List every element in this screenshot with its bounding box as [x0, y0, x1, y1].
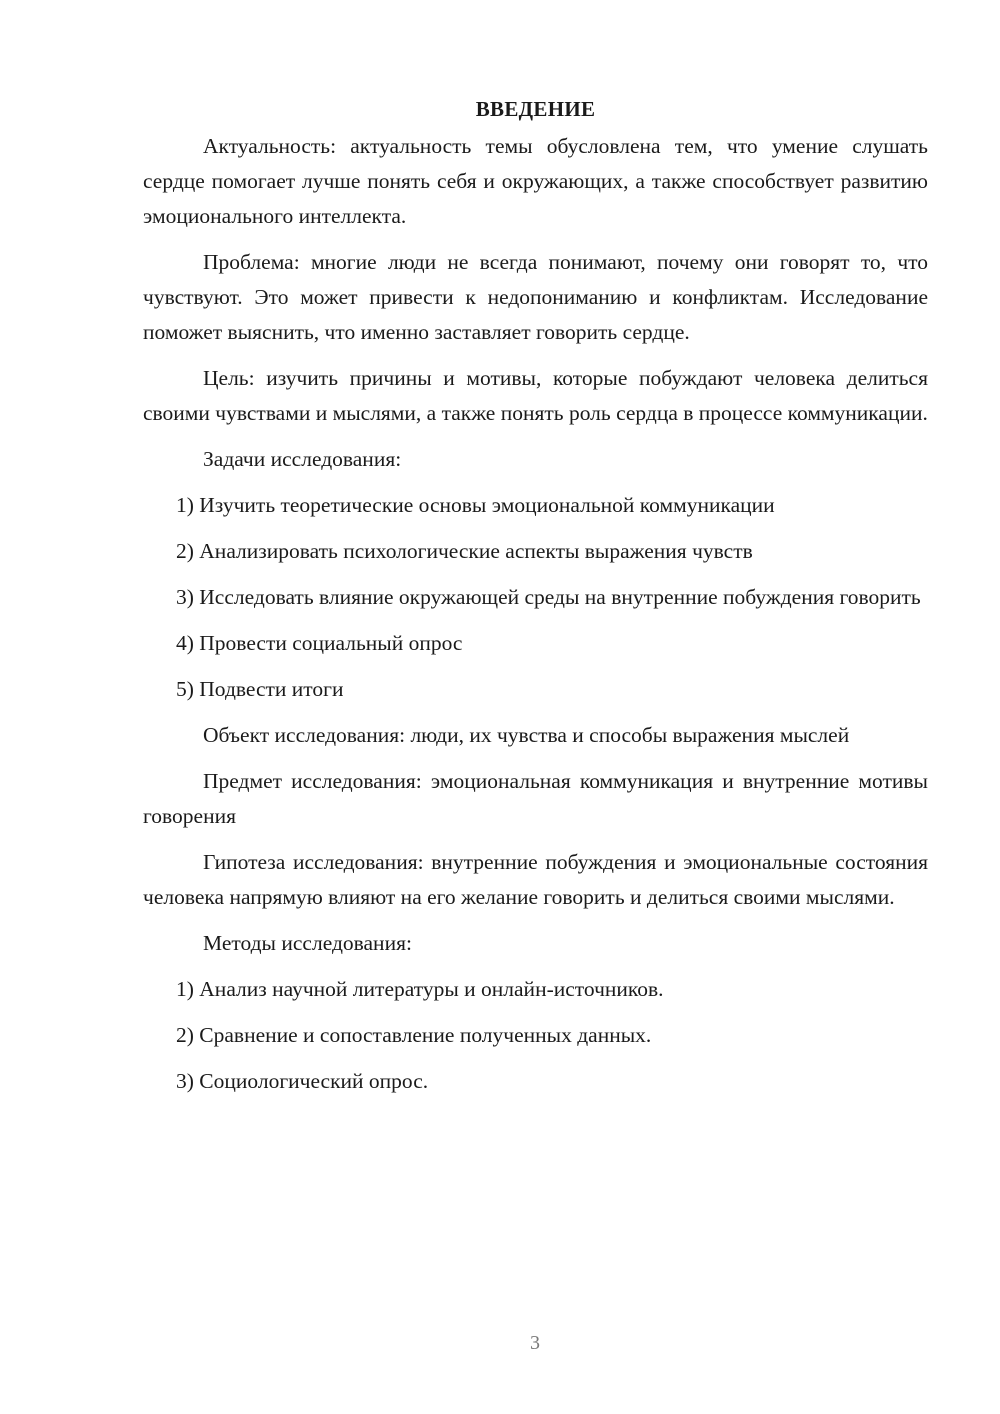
method-item: 1) Анализ научной литературы и онлайн-источников. [176, 977, 664, 1001]
tasks-heading: Задачи исследования: [203, 447, 402, 471]
page-content [143, 92, 928, 1110]
task-item: 5) Подвести итоги [176, 677, 344, 701]
page-number: 3 [530, 1332, 540, 1354]
goal-paragraph: Цель: изучить причины и мотивы, которые побуждают человека делиться своими чувствами и мыслями, а также понять роль сердца в процессе коммуникации. [143, 366, 928, 425]
subject-paragraph: Предмет исследования: эмоциональная коммуникация и внутренние мотивы говорения [143, 769, 928, 828]
problem-paragraph: Проблема: многие люди не всегда понимают, почему они говорят то, что чувствуют. Это может привести к недопониманию и конфликтам. Исследование поможет выяснить, что именно заставляет говорить сердце. [143, 250, 928, 344]
methods-heading: Методы исследования: [203, 931, 412, 955]
object-paragraph: Объект исследования: люди, их чувства и способы выражения мыслей [203, 723, 850, 747]
method-item: 3) Социологический опрос. [176, 1069, 429, 1093]
task-item: 2) Анализировать психологические аспекты выражения чувств [176, 539, 753, 563]
method-item: 2) Сравнение и сопоставление полученных данных. [176, 1023, 652, 1047]
task-item: 4) Провести социальный опрос [176, 631, 463, 655]
relevance-paragraph: Актуальность: актуальность темы обусловлена тем, что умение слушать сердце помогает лучше понять себя и окружающих, а также способствует развитию эмоционального интеллекта. [143, 134, 928, 228]
task-item: 1) Изучить теоретические основы эмоциональной коммуникации [176, 493, 775, 517]
task-item: 3) Исследовать влияние окружающей среды на внутренние побуждения говорить [176, 585, 921, 609]
page-title: ВВЕДЕНИЕ [475, 97, 596, 121]
hypothesis-paragraph: Гипотеза исследования: внутренние побуждения и эмоциональные состояния человека напрямую влияют на его желание говорить и делиться своими мыслями. [143, 850, 928, 909]
